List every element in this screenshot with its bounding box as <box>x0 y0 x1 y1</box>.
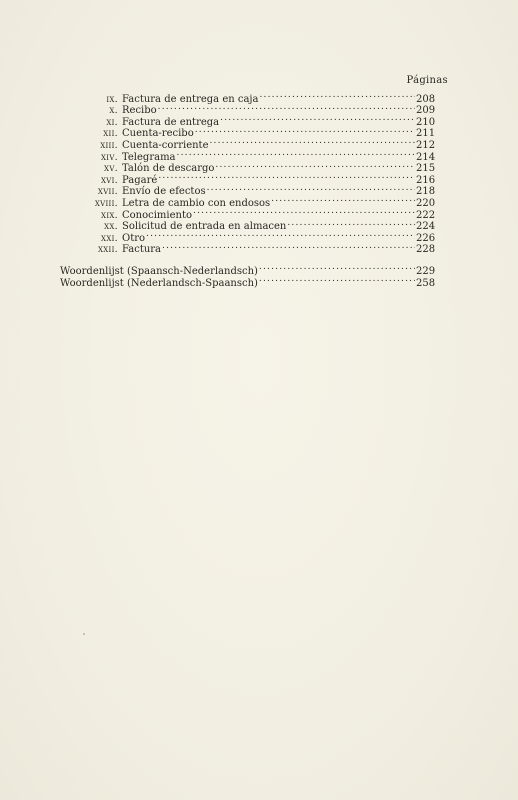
dot-leader <box>207 183 415 195</box>
entry-page: 226 <box>416 232 436 244</box>
dot-leader <box>195 125 415 137</box>
dot-leader <box>146 229 415 241</box>
entry-page: 258 <box>416 277 436 289</box>
entry-number: xiv. <box>100 151 118 163</box>
dot-leader <box>220 113 415 125</box>
entry-title: Solicitud de entrada en almacen <box>122 221 287 233</box>
entry-title: Telegrama <box>122 151 176 163</box>
dot-leader <box>259 90 415 102</box>
entry-title: Factura de entrega <box>122 116 220 128</box>
dot-leader <box>287 218 415 230</box>
entry-page: 218 <box>416 186 436 198</box>
entry-number: ix. <box>106 93 118 105</box>
dot-leader <box>259 262 415 274</box>
entry-page: 212 <box>416 139 436 151</box>
entry-page: 222 <box>416 209 436 221</box>
entry-page: 210 <box>416 116 436 128</box>
entry-page: 209 <box>416 105 436 117</box>
entry-number: xi. <box>106 116 118 128</box>
entry-page: 224 <box>416 221 436 233</box>
entry-number: xx. <box>104 221 118 233</box>
entry-page: 208 <box>416 93 436 105</box>
entry-title: Cuenta-recibo <box>122 128 194 140</box>
dot-leader <box>215 160 415 172</box>
entry-title: Envío de efectos <box>122 186 206 198</box>
entry-title: Factura de entrega en caja <box>122 93 259 105</box>
entry-page: 216 <box>416 174 436 186</box>
entry-number: xviii. <box>94 197 118 209</box>
entry-number: xix. <box>101 209 118 221</box>
entry-title: Letra de cambio con endosos <box>122 197 271 209</box>
entry-number: xii. <box>103 128 118 140</box>
dot-leader <box>162 241 415 253</box>
entry-title: Woordenlijst (Nederlandsch-Spaansch) <box>60 277 258 289</box>
entry-title: Recibo <box>122 105 157 117</box>
dot-leader <box>158 102 415 114</box>
entry-title: Woordenlijst (Spaansch-Nederlandsch) <box>60 265 258 277</box>
dot-leader <box>271 194 415 206</box>
dot-leader <box>259 274 415 286</box>
dot-leader <box>177 148 415 160</box>
entry-page: 215 <box>416 163 436 175</box>
toc-entry <box>60 90 436 105</box>
entry-page: 228 <box>416 244 436 256</box>
entry-number: x. <box>109 105 118 117</box>
entry-title: Pagaré <box>122 174 158 186</box>
entry-page: 229 <box>416 265 436 277</box>
dot-leader <box>193 206 415 218</box>
dot-leader <box>209 136 415 148</box>
entry-number: xvii. <box>97 186 118 198</box>
entry-number: xxi. <box>101 232 118 244</box>
entry-title: Cuenta-corriente <box>122 139 209 151</box>
entry-title: Talón de descargo <box>122 163 215 175</box>
dot-leader <box>158 171 415 183</box>
table-of-contents <box>60 90 436 289</box>
entry-title: Factura <box>122 244 162 256</box>
entry-number: xxii. <box>97 244 118 256</box>
entry-title: Conocimiento <box>122 209 193 221</box>
entry-number: xvi. <box>100 174 118 186</box>
entry-page: 220 <box>416 197 436 209</box>
entry-page: 211 <box>416 128 436 140</box>
entry-page: 214 <box>416 151 436 163</box>
entry-number: xv. <box>104 163 118 175</box>
entry-title: Otro <box>122 232 146 244</box>
entry-number: xiii. <box>100 139 118 151</box>
toc-entry-glossary <box>60 262 436 277</box>
paper-speck <box>83 633 85 635</box>
pages-column-header: Páginas <box>406 75 448 86</box>
